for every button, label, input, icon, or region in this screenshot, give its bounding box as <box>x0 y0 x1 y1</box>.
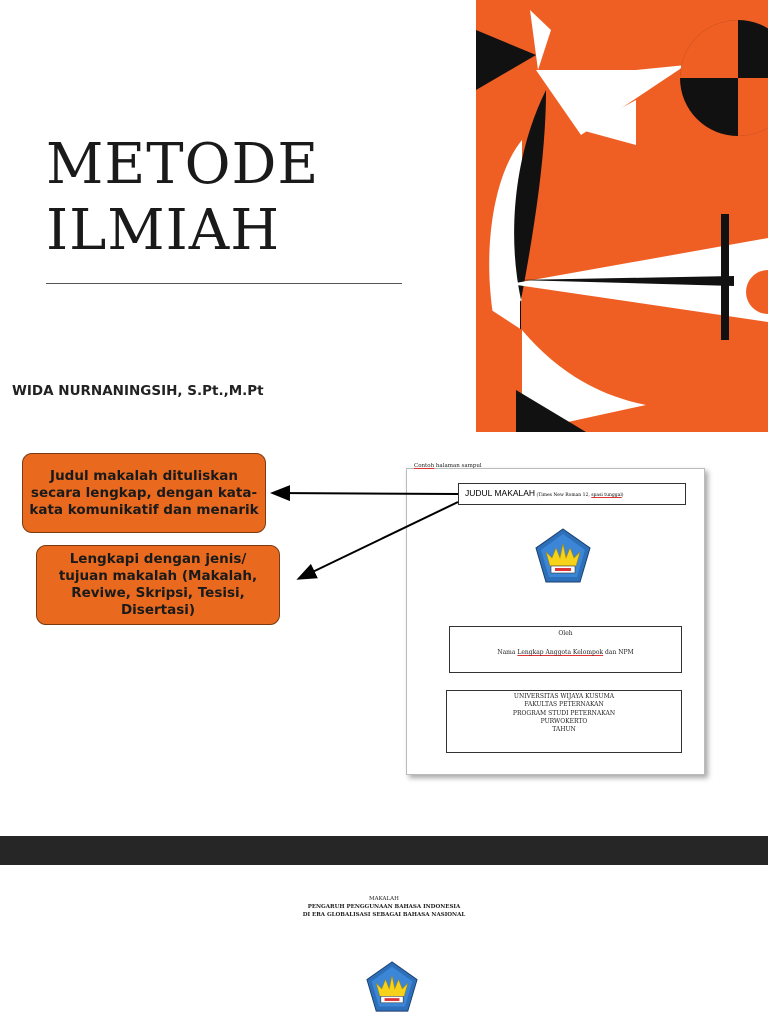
title-line-2: ILMIAH <box>46 198 281 263</box>
abstract-art-image <box>476 0 768 432</box>
slide-separator-band <box>0 836 768 865</box>
cover-title-line-2: DI ERA GLOBALISASI SEBAGAI BAHASA NASIONAL <box>302 912 466 918</box>
cover-example-slide <box>0 436 768 834</box>
title-tip-callout: Judul makalah dituliskan secara lengkap, dengan kata-kata komunikatif dan menarik <box>22 453 266 533</box>
author-name: WIDA NURNANINGSIH, S.Pt.,M.Pt <box>12 383 264 399</box>
member-names-placeholder: Nama Lengkap Anggota Kelompok dan NPM <box>497 649 634 656</box>
institution-line: PURWOKERTO <box>540 717 588 725</box>
sample-caption: Contoh halaman sampul <box>414 463 482 469</box>
title-line-1: METODE <box>46 132 320 197</box>
judul-box <box>458 483 686 505</box>
institution-line: TAHUN <box>552 726 576 734</box>
university-logo-icon <box>365 961 419 1013</box>
institution-line: FAKULTAS PETERNAKAN <box>524 701 604 709</box>
author-box <box>449 626 682 673</box>
cover-title-line-1: PENGARUH PENGGUNAAN BAHASA INDONESIA <box>307 904 461 910</box>
judul-note: (Times New Roman 12, spasi tunggal) <box>535 493 624 498</box>
paper-type-tip-callout: Lengkapi dengan jenis/ tujuan makalah (Makalah, Reviwe, Skripsi, Tesisi, Disertasi) <box>36 545 280 625</box>
cover-title-block <box>230 895 538 919</box>
makalah-cover-slide <box>0 865 768 1024</box>
institution-line: PROGRAM STUDI PETERNAKAN <box>512 709 616 717</box>
institution-box <box>446 690 682 753</box>
university-logo-icon <box>534 528 592 584</box>
title-slide <box>0 0 768 432</box>
judul-label: JUDUL MAKALAH <box>465 488 536 498</box>
page-title <box>46 132 319 264</box>
cover-label: MAKALAH <box>369 896 399 902</box>
title-divider <box>46 283 402 284</box>
oleh-label: Oleh <box>558 630 573 637</box>
institution-line: UNIVERSITAS WIJAYA KUSUMA <box>513 693 615 700</box>
